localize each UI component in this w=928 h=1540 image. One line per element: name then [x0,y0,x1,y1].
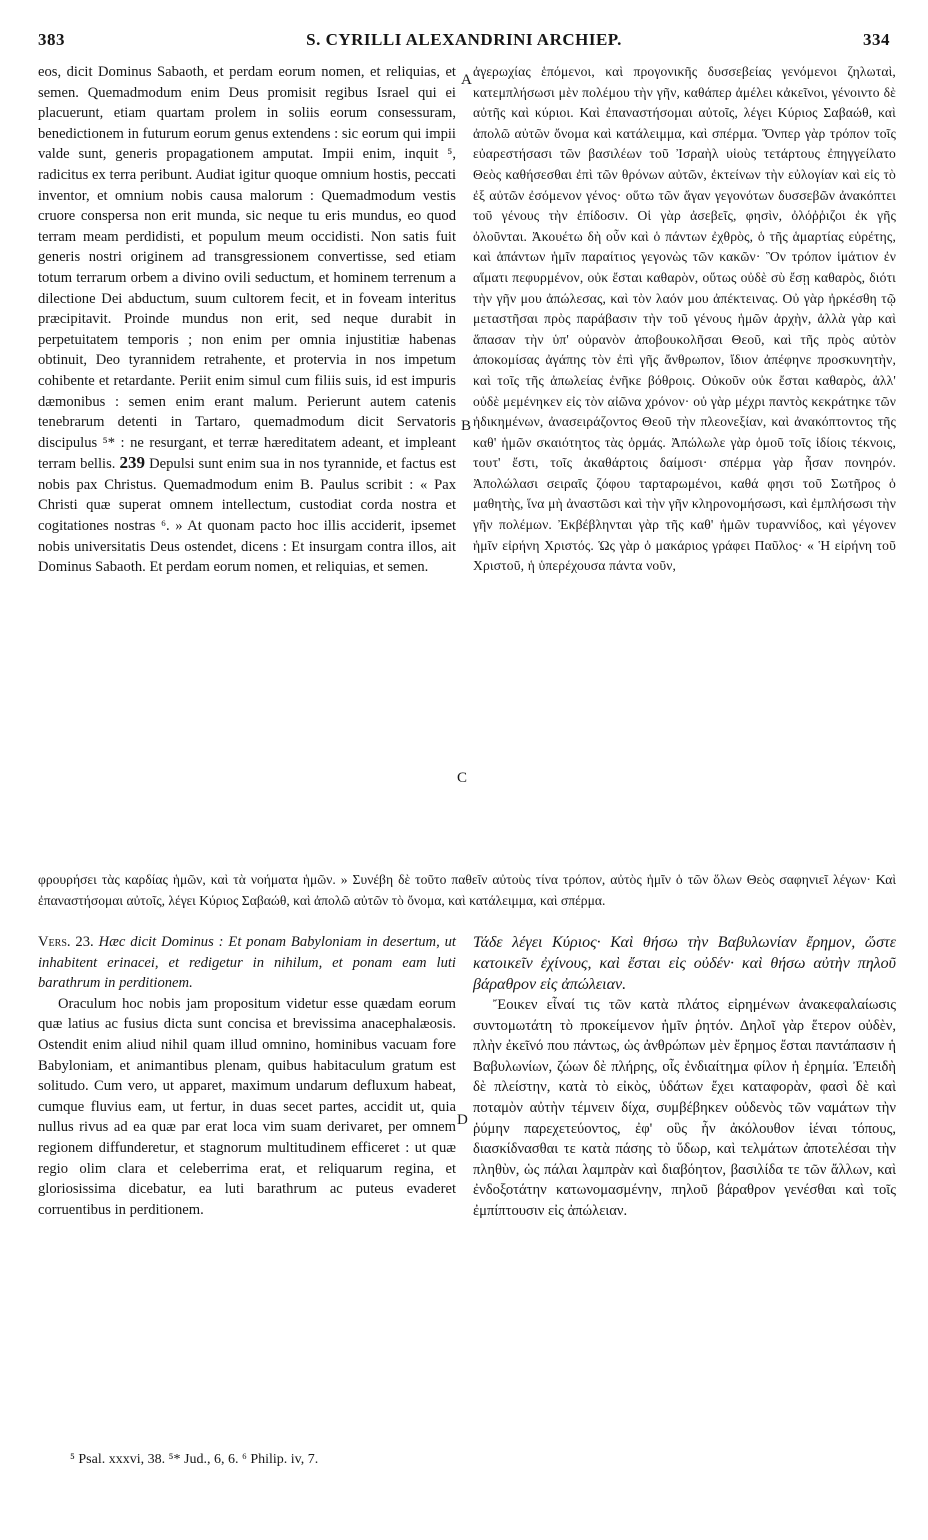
latin-text-1b: Depulsi sunt enim sua in nos tyrannide, et factus est nobis pax Christus. Quemadmodum enim B. Paulus scribit : « Pax Christi quæ superat omnem intellectum, custodiat corda nostra et cogitationes nostras ⁶. » At quonam pacto hoc illis acciderit, ipsemet nobis universitatis Deus ostendet, dicens : Et insurgam contra illos, ait Dominus Sabaoth. Et perdam eorum nomen, et reliquias, et semen. [38,456,457,576]
margin-marker-d: D [457,1112,468,1128]
margin-marker-a: A [461,72,472,88]
latin-paragraph-1 [38,62,456,578]
verse-text: Hæc dicit Dominus : Et ponam Babyloniam in desertum, ut inhabitent erinacei, et redigetur in nihilum, et ponam eam luti barathrum in perditionem. [38,934,456,992]
column-number: 239 [119,453,145,473]
latin-column-top [38,62,456,578]
latin-column-bottom [38,932,456,1220]
greek-lemma: Τάδε λέγει Κύριος· Καὶ θήσω τὴν Βαβυλωνίαν ἔρημον, ὥστε κατοικεῖν ἐχίνους, καὶ ἔσται εἰς οὐδέν· καὶ θήσω αὐτὴν πηλοῦ βάραθρον εἰς ἀπώλειαν. [473,934,896,993]
latin-paragraph-2: Oraculum hoc nobis jam propositum videtur esse quædam eorum quæ latius ac fusius dicta sunt concisa et brevissima anacephalæosis. Ostendit enim aliud nihil quam illud omnino, hominibus vacuam fore Babyloniam, et animantibus plenam, quibus habitaculum gratum est solitudo. Cum vero, ut apparet, maximum undarum defluxum habeat, cumque fluvius eam, ut fertur, in duas secet partes, accidit ut, quia nullus rivus ad ea quæ par erat loca vim suam derivaret, per omnem regionem diffunderetur, et stagnorum multitudinem efficeret : ut quæ regio olim clara et celeberrima erat, et reliquarum regina, et gloriosissima dicebatur, ea luti barathrum ac puteus evaderet corruentibus in perditionem. [38,995,456,1218]
margin-marker-c: C [457,770,468,786]
margin-marker-b: B [461,418,472,434]
footnotes: ⁵ Psal. xxxvi, 38. ⁵* Jud., 6, 6. ⁶ Philip. iv, 7. [70,1452,319,1467]
verse-label: Vers. 23. [38,934,94,950]
page-number-right: 334 [863,30,890,49]
greek-paragraph-1: ἀγερωχίας ἑπόμενοι, καὶ προγονικῆς δυσσεβείας γενόμενοι ζηλωταὶ, κατεμπλήσωσι μὲν πολέμου τὴν γῆν, καθάπερ ἀμέλει κἀκεῖνοι, γένοιντο δὲ αὐτῆς καὶ κύριοι. Καὶ ἐπαναστήσομαι αὐτοῖς, λέγει Κύριος Σαβαώθ, καὶ ἀπολῶ αὐτῶν ὄνομα καὶ κατάλειμμα, καὶ σπέρμα. Ὅνπερ γὰρ τρόπον τοῖς εὐαρεστήσασι τῶν βασιλέων τοῦ Ἰσραὴλ υἱοὺς τετάρτους ἐπηγγείλατο Θεὸς καθήσεσθαι ἐπὶ τῶν θρόνων αὐτῶν, ἐκτείνων τὴν εὐλογίαν καὶ εἰς τὸ ἐξ αὐτῶν ἐσόμενον γένος· οὕτω τῶν ἄγαν γεγονότων δυσσεβῶν ἀνακόπτει τοῦ γένους τὴν ἐπίδοσιν. Οἱ γὰρ ἀσεβεῖς, φησὶν, ὀλόῤῥιζοι ἐκ γῆς ὀλοῦνται. Ἀκουέτω δὴ οὖν καὶ ὁ πάντων ἐχθρὸς, ὁ τῆς ἁμαρτίας εὑρέτης, καὶ ἁπάντων ἡμῖν παραίτιος γεγονὼς τῶν κακῶν· Ὃν τρόπον ἱμάτιον ἐν αἵματι πεφυρμένον, οὐκ ἔσται καθαρὸν, οὕτως οὐδὲ σὺ ἔσῃ καθαρὸς, διότι τὴν γῆν μου ἀπώλεσας, καὶ τὸν λαόν μου ἀπέκτεινας. Οὐ γὰρ ἠρκέσθη τῷ μεταστῆσαι πρὸς παράβασιν τὴν τοῦ γένους ἡμῶν ἀρχὴν, ἀλλὰ γὰρ καὶ ἅπασαν τὴν ὑπ' οὐρανὸν ἀποβουκολῆσαι Θεοῦ, καὶ τῆς πρὸς αὐτὸν ἀποκομίσας ἀγάπης τὸν ἐπὶ γῆς ἄνθρωπον, ἴδιον ἀπέφηνε προσκυνητὴν, καὶ τοῖς τῆς ἀπωλείας ἐνῆκε βόθροις. Οὐκοῦν οὐκ ἔσται καθαρὸς, ἀλλ' οὐδὲ μεμένηκεν εἰς τὸν αἰῶνα χρόνον· οὐ γὰρ μέχρι παντὸς κεκράτηκε τῶν ἠδικημένων, ἀνασειράζοντος Θεοῦ τὴν πλεονεξίαν, καὶ ἀνακόπτοντος τῆς καθ' ἡμῶν σκαιότητος τὰς ὁρμάς. Ἀπώλωλε γὰρ ὁμοῦ τοῖς ἰδίοις τέκνοις, τουτ' ἔστι, τοῖς ἀκαθάρτοις δαίμοσι· σπέρμα γὰρ ἦσαν πονηρόν. Ἀπολώλασι σειραῖς ζόφου ταρταρωμένοι, καθά φησι τοῦ Σωτῆρος ὁ μαθητὴς, ἵνα μὴ ἀναστῶσι καὶ τὴν γῆν κληρονομήσωσι, καὶ ἐμπλήσωσι τὴν γῆν πολέμων. Ἐκβέβληνται γὰρ τῆς καθ' ἡμῶν τυραννίδος, καὶ γέγονεν ἡμῖν εἰρήνη Χριστός. Ὡς γὰρ ὁ μακάριος γράφει Παῦλος· « Ἡ εἰρήνη τοῦ Χριστοῦ, ἡ ὑπερέχουσα πάντα νοῦν, [473,64,896,574]
running-title: S. CYRILLI ALEXANDRINI ARCHIEP. [306,30,622,49]
greek-column-top [473,62,896,577]
page-number-left: 383 [38,30,65,49]
greek-full-width-text: φρουρήσει τὰς καρδίας ἡμῶν, καὶ τὰ νοήματα ἡμῶν. » Συνέβη δὲ τοῦτο παθεῖν αὐτοὺς τίνα τρόπον, αὐτὸς ἡμῖν ὁ τῶν ὅλων Θεὸς σαφηνιεῖ λέγων· Καὶ ἐπαναστήσομαι αὐτοῖς, λέγει Κύριος Σαβαώθ, καὶ ἀπολῶ αὐτῶν τὸ ὄνομα, καὶ κατάλειμμα, καὶ σπέρμα. [38,872,896,908]
greek-column-bottom [473,932,896,1222]
verse-heading [38,932,456,994]
greek-paragraph-2: Ἔοικεν εἶναί τις τῶν κατὰ πλάτος εἰρημένων ἀνακεφαλαίωσις συντομωτάτη τὸ προκείμενον ἡμῖν ῥητόν. Δηλοῖ γὰρ ἕτερον οὐδὲν, πλὴν ἐκεῖνό που πάντως, ὡς ἀνθρώπων μὲν ἔρημος ἔσται παντάπασιν ἡ Βαβυλωνίων, ζώων δὲ πλήρης, οἷς ἐνδιαίτημα φίλον ἡ ἐρημία. Ἐπειδὴ δὲ πλείστην, κατὰ τὸ εἰκὸς, ὑδάτων ἔχει καταφορὰν, φασὶ δὲ καὶ ποταμὸν αὐτὴν τέμνειν δίχα, συμβέβηκεν οὐδενὸς τῶν ναμάτων τὴν ῥύμην παρεχετεύοντος, ἐφ' οὓς ἦν ἀκόλουθον ἰέναι τόπους, διασκίδνασθαι τε κατὰ πάσης τὸ ὕδωρ, καὶ τελμάτων ἀποτελέσαι τὴν πληθὺν, ὡς πάλαι λαμπρὰν καὶ διαβόητον, βασιλίδα τε τῶν ἄλλων, καὶ ἐνδοξοτάτην κατωνομασμένην, πηλοῦ βάραθρον γενέσθαι καὶ τοῖς ἐμπίπτουσιν εἰς ἀπώλειαν. [473,997,896,1219]
latin-text-1a: eos, dicit Dominus Sabaoth, et perdam eorum nomen, et reliquias, et semen. Quemadmodum enim Deus promisit regibus Israel qui ei placuerunt, etiam quartam prolem in soliis eorum consessuram, benedictionem in futurum eorum genus extendens : sic eorum qui impii valde sunt, generis propagationem amputat. Impii enim, inquit ⁵, radicitus ex terra peribunt. Audiat igitur quoque omnium hostis, peccati inventor, et omnium nobis causa malorum : Quemadmodum vestis cruore conspersa non erit munda, sic neque tu eris mundus, eo quod terram meam perdidisti, et populum meum occidisti. Non satis fuit generis nostri originem ad transgressionem convertisse, sed etiam totum terrarum orbem a divino ovili seductum, et hominem terrenum a dilectione Dei abductum, suum cultorem fecit, et in foveam interitus præcipitavit. Proinde mundus non erit, sed neque durabit in perpetuitatem temporis ; non enim per omnia injustitiæ habenas obtinuit, Deo tyrannidem retrahente, et protervia in nos impetum cohibente et retardante. Periit enim simul cum filiis suis, id est impuris dæmonibus : semen enim erant malum. Perierunt autem catenis tenebrarum detenti in Tartaro, quemadmodum dicit Servatoris discipulus ⁵* : ne resurgant, et terræ hæreditatem adeant, et impleant terram bellis. [38,64,456,473]
greek-full-width-lines [38,870,896,911]
running-header [38,30,890,64]
